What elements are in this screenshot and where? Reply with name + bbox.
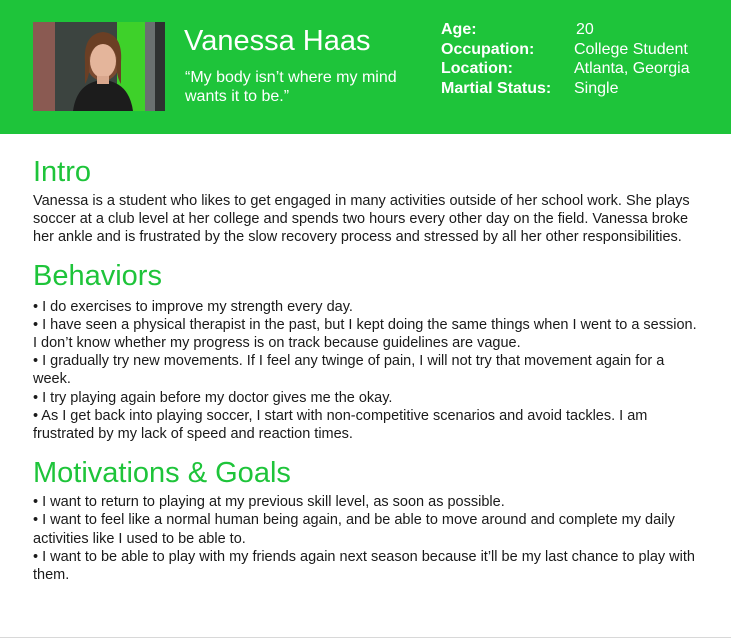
fact-value: College Student: [574, 40, 688, 58]
behavior-item: • As I get back into playing soccer, I start with non-competitive scenarios and avoid tackles. I am frustrated by my lack of speed and reaction times.: [33, 407, 648, 443]
persona-photo: [33, 22, 165, 111]
behaviors-section: [33, 258, 701, 444]
intro-heading: Intro: [33, 156, 92, 188]
fact-label: Occupation:: [441, 40, 535, 58]
persona-header: [0, 0, 731, 134]
goal-item: • I want to feel like a normal human being again, and be able to move around and complete my daily activities like I used to be able to.: [33, 512, 675, 547]
fact-value: Atlanta, Georgia: [574, 60, 690, 78]
behavior-item: • I do exercises to improve my strength every day.: [33, 298, 353, 315]
persona-photo-image: [33, 22, 165, 111]
fact-label: Age:: [441, 21, 477, 38]
fact-location: [441, 59, 726, 79]
fact-age: [441, 20, 726, 40]
goals-section: [33, 455, 701, 584]
fact-occupation: [441, 40, 726, 60]
intro-text: Vanessa is a student who likes to get engaged in many activities outside of her school work. She plays soccer at a club level at her college and spends two hours every other day on the field. Vanessa broke her ankle and is frustrated by the slow recovery process and stressed by all her other responsibilities.: [33, 193, 690, 246]
intro-section: [33, 154, 701, 247]
behaviors-heading: Behaviors: [33, 259, 162, 292]
page-bottom-border: [0, 637, 731, 638]
fact-value: 20: [576, 21, 594, 38]
behavior-item: • I gradually try new movements. If I feel any twinge of pain, I will not try that movement again for a week.: [33, 353, 665, 388]
persona-content: [33, 154, 701, 584]
persona-name: Vanessa Haas: [184, 25, 371, 57]
goals-heading: Motivations & Goals: [33, 457, 291, 490]
behavior-item: • I try playing again before my doctor gives me the okay.: [33, 389, 393, 406]
behavior-item: • I have seen a physical therapist in the past, but I kept doing the same things when I went to a session. I don’t know whether my progress is on track because guidelines are vague.: [33, 316, 697, 352]
persona-facts: [441, 20, 726, 99]
fact-marital-status: [441, 79, 726, 99]
goal-item: • I want to be able to play with my friends again next season because it’ll be my last chance to play with them.: [33, 548, 695, 584]
fact-value: Single: [574, 80, 619, 98]
goal-item: • I want to return to playing at my previous skill level, as soon as possible.: [33, 494, 505, 511]
fact-label: Location:: [441, 60, 513, 78]
persona-quote: “My body isn’t where my mind wants it to be.”: [185, 69, 397, 105]
fact-label: Martial Status:: [441, 80, 552, 98]
